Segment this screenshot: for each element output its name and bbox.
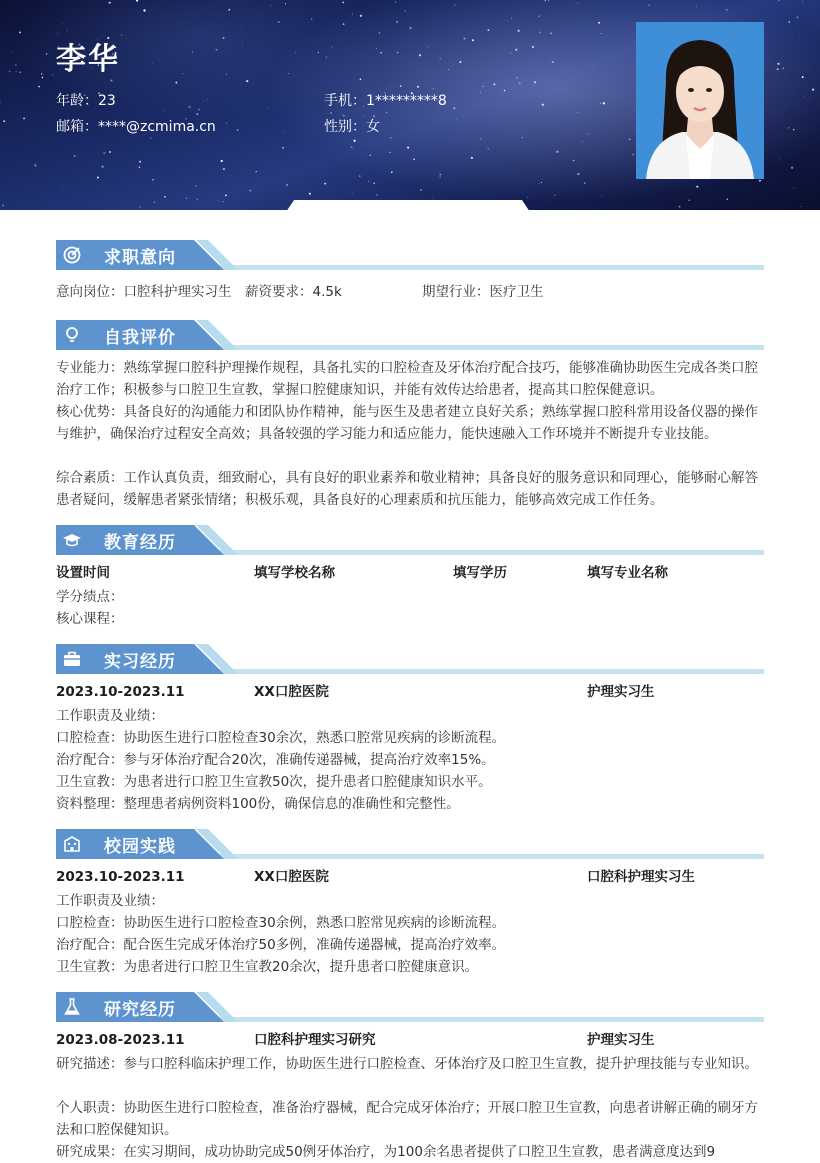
edu-degree: 填写学历 [453,565,507,581]
intern-date: 2023.10-2023.11 [56,684,185,700]
age-field: 年龄：23 [56,93,116,109]
research-role: 护理实习生 [587,1032,655,1048]
gender-field: 性别：女 [324,119,380,135]
section-title: 研究经历 [104,1000,176,1020]
intern-org: XX口腔医院 [254,684,329,700]
self-eval-quality: 综合素质：工作认真负责，细致耐心，具有良好的职业素养和敬业精神；具备良好的服务意识和同理心，能够耐心解答患者疑问，缓解患者紧张情绪；积极乐观，具备良好的心理素质和抗压能力，能够高效完成工作任务。 [56,470,758,508]
intern-line: 口腔检查：协助医生进行口腔检查30余次，熟悉口腔常见疾病的诊断流程。 [56,730,506,746]
self-eval-advantage: 核心优势：具备良好的沟通能力和团队协作精神，能与医生及患者建立良好关系；熟练掌握口腔科常用设备仪器的操作与维护，确保治疗过程安全高效；具备较强的学习能力和适应能力，能快速融入工作环境并不断提升专业技能。 [56,404,758,442]
header-notch [286,200,530,210]
section-header-research [56,992,764,1026]
phone-field: 手机：1*********8 [324,93,447,109]
research-description: 研究描述：参与口腔科临床护理工作，协助医生进行口腔检查、牙体治疗及口腔卫生宣教，提升护理技能与专业知识。 [56,1056,758,1072]
profile-photo [636,22,764,179]
building-icon [62,834,82,854]
intern-line: 工作职责及业绩： [56,708,164,724]
intern-line: 卫生宣教：为患者进行口腔卫生宣教50次，提升患者口腔健康知识水平。 [56,774,492,790]
research-project: 口腔科护理实习研究 [254,1032,376,1048]
target-icon [62,245,82,265]
section-header-intent [56,240,764,274]
section-title: 实习经历 [104,652,176,672]
section-title: 校园实践 [104,837,176,857]
research-date: 2023.08-2023.11 [56,1032,185,1048]
section-header-campus [56,829,764,863]
campus-line: 口腔检查：协助医生进行口腔检查30余例，熟悉口腔常见疾病的诊断流程。 [56,915,506,931]
edu-time: 设置时间 [56,565,110,581]
resume-header [0,0,820,210]
intent-industry: 期望行业：医疗卫生 [422,284,544,300]
briefcase-icon [62,649,82,669]
section-header-self [56,320,764,354]
research-duties: 个人职责：协助医生进行口腔检查，准备治疗器械，配合完成牙体治疗；开展口腔卫生宣教，向患者讲解正确的刷牙方法和口腔保健知识。 [56,1100,758,1138]
self-eval-ability: 专业能力：熟练掌握口腔科护理操作规程，具备扎实的口腔检查及牙体治疗配合技巧，能够准确协助医生完成各类口腔治疗工作；积极参与口腔卫生宣教，掌握口腔健康知识，并能有效传达给患者，提高其口腔保健意识。 [56,360,758,398]
research-results: 研究成果：在实习期间，成功协助完成50例牙体治疗，为100余名患者提供了口腔卫生宣教，患者满意度达到9 [56,1144,716,1160]
campus-role: 口腔科护理实习生 [587,869,695,885]
section-title: 自我评价 [104,328,176,348]
candidate-name: 李华 [56,42,120,77]
graduation-cap-icon [62,530,82,550]
lightbulb-icon [62,325,82,345]
section-header-education [56,525,764,559]
campus-line: 卫生宣教：为患者进行口腔卫生宣教20余次，提升患者口腔健康意识。 [56,959,479,975]
intern-line: 治疗配合：参与牙体治疗配合20次，准确传递器械，提高治疗效率15%。 [56,752,495,768]
section-title: 求职意向 [104,248,176,268]
campus-line: 治疗配合：配合医生完成牙体治疗50多例，准确传递器械，提高治疗效率。 [56,937,506,953]
section-header-internship [56,644,764,678]
edu-gpa: 学分绩点： [56,589,124,605]
edu-major: 填写专业名称 [587,565,668,581]
campus-org: XX口腔医院 [254,869,329,885]
intent-salary: 薪资要求：4.5k [245,284,342,300]
flask-icon [62,997,82,1017]
campus-date: 2023.10-2023.11 [56,869,185,885]
edu-courses: 核心课程： [56,611,124,627]
campus-line: 工作职责及业绩： [56,893,164,909]
intern-role: 护理实习生 [587,684,655,700]
edu-school: 填写学校名称 [254,565,335,581]
intent-position: 意向岗位：口腔科护理实习生 [56,284,232,300]
email-field: 邮箱：****@zcmima.cn [56,119,216,135]
section-title: 教育经历 [104,533,176,553]
intern-line: 资料整理：整理患者病例资料100份，确保信息的准确性和完整性。 [56,796,460,812]
